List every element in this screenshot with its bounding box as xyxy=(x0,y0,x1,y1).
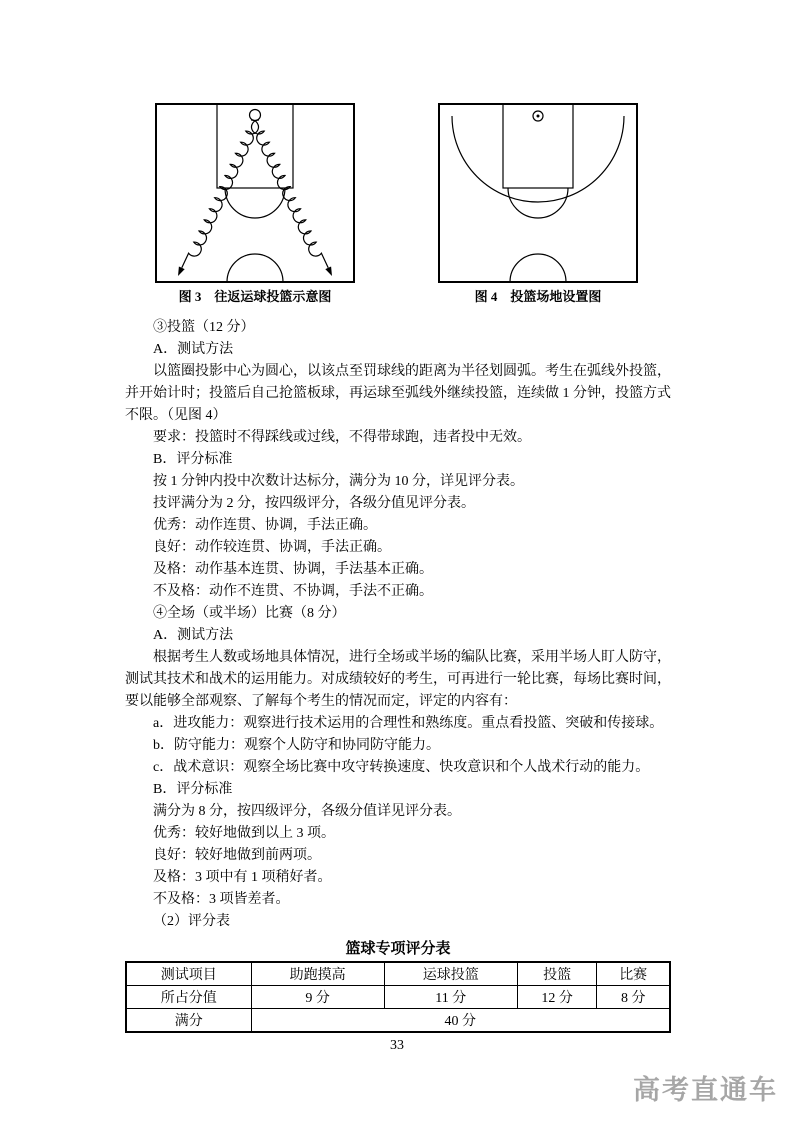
figure-3 xyxy=(155,103,355,305)
score-cell-dribble-shoot: 11 分 xyxy=(384,986,517,1009)
fig4-court-outline xyxy=(439,104,637,282)
para-tactics-awareness: c．战术意识：观察全场比赛中攻守转换速度、快攻意识和个人战术行动的能力。 xyxy=(153,760,650,775)
scoring-table xyxy=(125,961,671,1033)
score-cell-shooting: 12 分 xyxy=(517,986,597,1009)
fig3-dribble-coil-right xyxy=(252,120,329,268)
para-test-method-shooting: 以篮圈投影中心为圆心，以该点至罚球线的距离为半径划圆弧。考生在弧线外投篮，并开始计时；投篮后自己抢篮板球，再运球至弧线外继续投篮，连续做 1 分钟，投篮方式不限。（见图 4） xyxy=(125,364,671,423)
label-test-method-a: A．测试方法 xyxy=(153,342,234,357)
para-offense-ability: a．进攻能力：观察进行技术运用的合理性和熟练度。重点看投篮、突破和传接球。 xyxy=(153,716,664,731)
para-game-fail: 不及格：3 项皆差者。 xyxy=(153,892,290,907)
fig3-arrow-left xyxy=(178,267,185,277)
scoring-table-title: 篮球专项评分表 xyxy=(345,941,451,957)
fig3-court-diagram xyxy=(155,103,355,283)
page-number: 33 xyxy=(390,1038,404,1053)
fig3-caption: 图 3 往返运球投篮示意图 xyxy=(178,289,332,304)
fig3-court-outline xyxy=(156,104,354,282)
label-scoring-standard-b2: B．评分标准 xyxy=(153,782,233,797)
heading-shooting-section: ③投篮（12 分） xyxy=(153,320,255,335)
figure-4 xyxy=(438,103,638,305)
para-defense-ability: b．防守能力：观察个人防守和协同防守能力。 xyxy=(153,738,440,753)
score-cell-label: 所占分值 xyxy=(126,986,251,1009)
figures-row xyxy=(125,103,671,305)
header-cell-game: 比赛 xyxy=(597,962,670,986)
total-cell-label: 满分 xyxy=(126,1009,251,1033)
para-requirements: 要求：投篮时不得踩线或过线，不得带球跑，违者投中无效。 xyxy=(153,430,531,445)
fig3-dribble-coil-left xyxy=(182,120,259,268)
header-cell-touch-height: 助跑摸高 xyxy=(251,962,384,986)
para-game-pass: 及格：3 项中有 1 项稍好者。 xyxy=(153,870,332,885)
body-text xyxy=(125,317,671,933)
header-cell-dribble-shoot: 运球投篮 xyxy=(384,962,517,986)
fig4-center-circle xyxy=(510,254,566,282)
total-cell-value: 40 分 xyxy=(251,1009,670,1033)
para-full-score-game: 满分为 8 分，按四级评分，各级分值详见评分表。 xyxy=(153,804,461,819)
para-game-excellent: 优秀：较好地做到以上 3 项。 xyxy=(153,826,335,841)
label-test-method-a2: A．测试方法 xyxy=(153,628,234,643)
page-content xyxy=(125,103,671,1033)
para-technique-score: 技评满分为 2 分，按四级评分，各级分值见评分表。 xyxy=(153,496,475,511)
para-game-good: 良好：较好地做到前两项。 xyxy=(153,848,321,863)
para-grade-excellent: 优秀：动作连贯、协调，手法正确。 xyxy=(153,518,377,533)
label-scoring-standard-b: B．评分标准 xyxy=(153,452,233,467)
fig3-arrow-right xyxy=(325,267,332,277)
fig4-caption: 图 4 投篮场地设置图 xyxy=(474,289,602,304)
score-cell-game: 8 分 xyxy=(597,986,670,1009)
para-test-method-game: 根据考生人数或场地具体情况，进行全场或半场的编队比赛，采用半场人盯人防守，测试其技术和战术的运用能力。对成绩较好的考生，可再进行一轮比赛，每场比赛时间，要以能够全部观察、了解每个考生的情况而定，评定的内容有： xyxy=(125,650,671,709)
watermark: 高考直通车 xyxy=(633,1075,778,1105)
table-total-row xyxy=(126,1009,670,1033)
fig4-court-diagram xyxy=(438,103,638,283)
heading-scoring-table-section: （2）评分表 xyxy=(153,914,230,929)
table-score-row xyxy=(126,986,670,1009)
para-grade-good: 良好：动作较连贯、协调，手法正确。 xyxy=(153,540,391,555)
table-header-row xyxy=(126,962,670,986)
fig3-basket xyxy=(250,110,261,121)
header-cell-item: 测试项目 xyxy=(126,962,251,986)
header-cell-shooting: 投篮 xyxy=(517,962,597,986)
fig4-shooting-arc xyxy=(452,116,624,202)
heading-game-section: ④全场（或半场）比赛（8 分） xyxy=(153,606,346,621)
fig3-free-throw-circle xyxy=(225,188,285,218)
para-scoring-1min: 按 1 分钟内投中次数计达标分，满分为 10 分，详见评分表。 xyxy=(153,474,524,489)
para-grade-pass: 及格：动作基本连贯、协调，手法基本正确。 xyxy=(153,562,433,577)
para-grade-fail: 不及格：动作不连贯、不协调，手法不正确。 xyxy=(153,584,433,599)
fig4-free-throw-circle xyxy=(508,188,568,218)
score-cell-touch-height: 9 分 xyxy=(251,986,384,1009)
fig3-center-circle xyxy=(227,254,283,282)
fig4-basket-dot xyxy=(537,115,540,118)
